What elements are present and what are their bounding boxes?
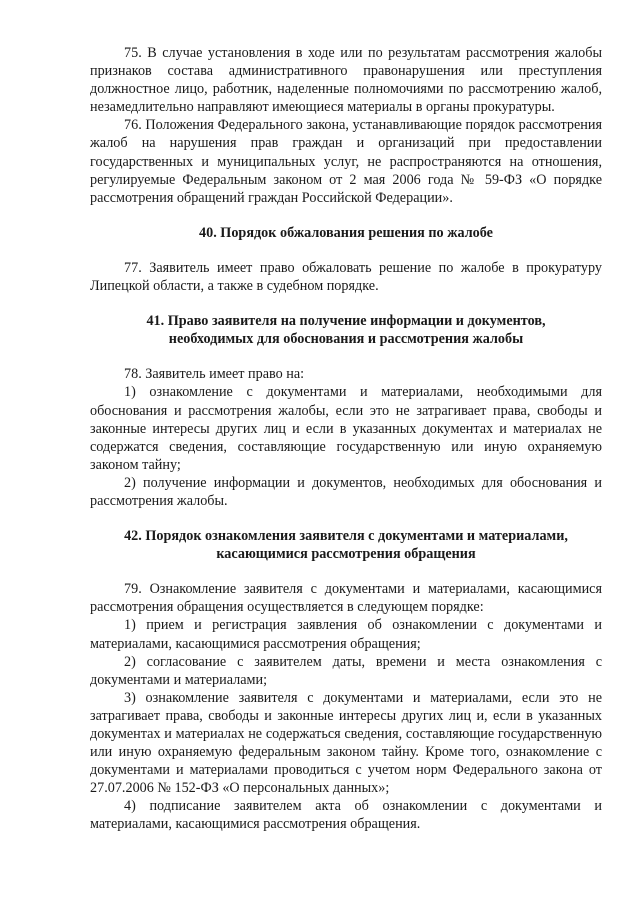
paragraph-78-item-1: 1) ознакомление с документами и материалами, необходимыми для обоснования и рассмотрения жалобы, если это не затрагивает права, свободы и законные интересы других лиц и если в указанных документах и материалах не содержатся сведения, составляющие государственную или иную охраняемую законом тайну; <box>90 384 602 473</box>
paragraph-79: 79. Ознакомление заявителя с документами и материалами, касающимися рассмотрения обращения осуществляется в следующем порядке: <box>90 581 602 616</box>
section-heading-42-line-1: 42. Порядок ознакомления заявителя с документами и материалами, <box>124 528 568 545</box>
paragraph-77: 77. Заявитель имеет право обжаловать решение по жалобе в прокуратуру Липецкой области, а также в судебном порядке. <box>90 259 602 295</box>
paragraph-79-item-1: 1) прием и регистрация заявления об ознакомлении с документами и материалами, касающимися рассмотрения обращения; <box>90 617 602 652</box>
section-heading-41-line-2: необходимых для обоснования и рассмотрения жалобы <box>168 331 524 348</box>
paragraph-75: 75. В случае установления в ходе или по результатам рассмотрения жалобы признаков состава административного правонарушения или преступления должностное лицо, работник, наделенные полномочиями по рассмотрению жалоб, незамедлительно направляют имеющиеся материалы в органы прокуратуры. <box>90 45 602 116</box>
section-heading-41-line-1: 41. Право заявителя на получение информации и документов, <box>146 313 546 330</box>
paragraph-78: 78. Заявитель имеет право на: <box>124 366 305 383</box>
paragraph-79-item-2: 2) согласование с заявителем даты, времени и места ознакомления с документами и материалами; <box>90 653 602 688</box>
paragraph-76: 76. Положения Федерального закона, устанавливающие порядок рассмотрения жалоб на нарушения прав граждан и организаций при предоставлении государственных и муниципальных услуг, не распространяются на отношения, регулируемые Федеральным законом от 2 мая 2006 года № 59-ФЗ «О порядке рассмотрения обращений граждан Российской Федерации». <box>90 117 602 206</box>
section-heading-40: 40. Порядок обжалования решения по жалобе <box>199 224 493 241</box>
paragraph-78-item-2: 2) получение информации и документов, необходимых для обоснования и рассмотрения жалобы. <box>90 474 602 509</box>
section-heading-42-line-2: касающимися рассмотрения обращения <box>216 546 476 563</box>
paragraph-79-item-4: 4) подписание заявителем акта об ознакомлении с документами и материалами, касающимися рассмотрения обращения. <box>90 798 602 833</box>
paragraph-79-item-3: 3) ознакомление заявителя с документами и материалами, если это не затрагивает права, свободы и законные интересы других лиц и, если в указанных документах и материалах не содержаться сведения, составляющие государственную или иную охраняемую федеральным законом тайну. Кроме того, ознакомление с документами и материалами проводиться с учетом норм Федерального закона от 27.07.2006 № 152-ФЗ «О персональных данных»; <box>90 689 602 797</box>
